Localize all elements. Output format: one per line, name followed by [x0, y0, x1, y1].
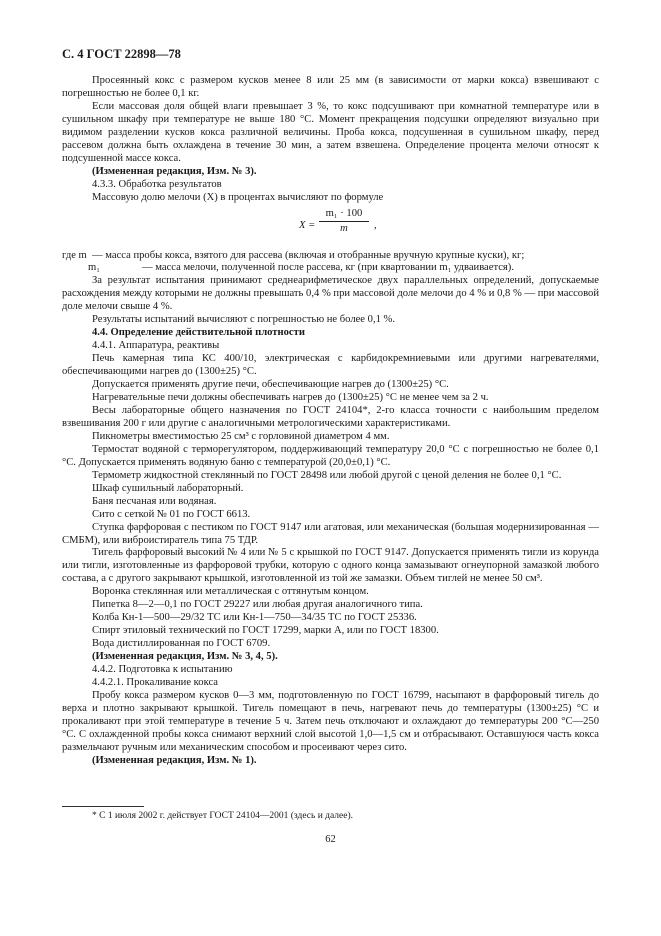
paragraph: Массовую долю мелочи (X) в процентах вычисляют по формуле — [92, 191, 384, 203]
bold-paragraph: (Измененная редакция, Изм. № 1). — [92, 754, 257, 766]
paragraph: Воронка стеклянная или металлическая с оттянутым концом. — [92, 586, 369, 598]
paragraph: Пробу кокса размером кусков 0—3 мм, подготовленную по ГОСТ 16799, насыпают в фарфоровый тигель до верха и плотно закрывают крышкой. Тигель помещают в печь, нагревают печь до температуры (1300±25) °С и прокаливают при этой температуре в течение 5 ч. Затем печь отключают и охлаждают до температуры 200 °С—250 °С. С охлажденной пробы кокса снимают верхний слой высотой 1,0—1,5 см и отбрасывают. Оставшуюся часть кокса размельчают ручным или механическим способом и просеивают через сито. — [62, 689, 599, 753]
where-definition: — масса мелочи, полученной после рассева, кг (при квартовании m₁ удваивается). — [142, 262, 514, 274]
paragraph: Результаты испытаний вычисляют с погрешностью не более 0,1 %. — [92, 314, 396, 326]
paragraph: Шкаф сушильный лабораторный. — [92, 482, 244, 494]
where-symbol: где m — [62, 249, 87, 261]
paragraph: 4.4.1. Аппаратура, реактивы — [92, 340, 220, 352]
page-number: 62 — [325, 834, 336, 845]
paragraph: Печь камерная типа КС 400/10, электрическая с карбидокремниевыми или другими нагревателями, обеспечивающими нагрев до (1300±25) °С. — [62, 353, 599, 378]
paragraph: Спирт этиловый технический по ГОСТ 17299, марки А, или по ГОСТ 18300. — [92, 625, 439, 637]
paragraph: Пипетка 8—2—0,1 по ГОСТ 29227 или любая другая аналогичного типа. — [92, 599, 423, 611]
paragraph: Баня песчаная или водяная. — [92, 495, 217, 507]
document-body — [62, 75, 599, 768]
bold-paragraph: 4.4. Определение действительной плотности — [92, 327, 305, 339]
paragraph: 4.4.2.1. Прокаливание кокса — [92, 676, 218, 688]
text-block-2 — [62, 275, 599, 767]
paragraph: Сито с сеткой № 01 по ГОСТ 6613. — [92, 508, 251, 520]
bold-paragraph: (Измененная редакция, Изм. № 3). — [92, 165, 257, 177]
formula-tail: , — [374, 219, 377, 231]
paragraph: Ступка фарфоровая с пестиком по ГОСТ 9147 или агатовая, или механическая (большая модернизированная — СМБМ), или виброистиратель типа 75 ТДР. — [62, 521, 599, 546]
paragraph: Тигель фарфоровый высокий № 4 или № 5 с крышкой по ГОСТ 9147. Допускается применять тигли из корунда или тигли, изготовленные из фарфоровой трубки, которую с одного конца замазывают огнеупорной замазкой любого состава, а с другого закрывают крышкой, изготовленной из той же замазки. Объем тиглей не менее 50 см³. — [62, 547, 599, 585]
formula-lhs: X = — [299, 219, 316, 231]
paragraph: Термостат водяной с терморегулятором, поддерживающий температуру 20,0 °С с погрешностью не более 0,1 °С. Допускается применять водяную баню с температурой (20,0±0,1) °С. — [62, 443, 599, 468]
paragraph: За результат испытания принимают среднеарифметическое двух параллельных определений, допускаемые расхождения между которыми не должны превышать 0,4 % при массовой доле мелочи до 4 % и 0,8 % — при массовой доле мелочи свыше 4 %. — [62, 275, 599, 313]
footnote-rule — [62, 806, 144, 807]
paragraph: Нагревательные печи должны обеспечивать нагрев до (1300±25) °С не менее чем за 2 ч. — [92, 392, 489, 404]
footnote: * С 1 июля 2002 г. действует ГОСТ 24104—2001 (здесь и далее). — [92, 811, 354, 821]
formula-fraction — [319, 208, 369, 237]
paragraph: Допускается применять другие печи, обеспечивающие нагрев до (1300±25) °С. — [92, 379, 449, 391]
paragraph: 4.4.2. Подготовка к испытанию — [92, 664, 233, 676]
paragraph: 4.3.3. Обработка результатов — [92, 178, 222, 190]
formula — [62, 208, 599, 246]
where-row — [62, 262, 599, 275]
where-symbol: m₁ — [88, 262, 100, 274]
paragraph: Просеянный кокс с размером кусков менее 8 или 25 мм (в зависимости от марки кокса) взвешивают с погрешностью не более 0,1 кг. — [62, 75, 599, 99]
paragraph: Если массовая доля общей влаги превышает 3 %, то кокс подсушивают при комнатной температуре или в сушильном шкафу при температуре не выше 180 °С. Момент прекращения подсушки определяют визуально при видимом разделении кусков кокса различной величины. Проба кокса, подсушенная в сушильном шкафу, перед рассевом должна быть охлаждена в течение 30 мин, а затем взвешена. Определение процента мелочи относят к подсушенной массе кокса. — [62, 100, 599, 164]
text-block-1 — [62, 75, 599, 205]
formula-numerator: m₁ · 100 — [319, 208, 369, 223]
paragraph: Весы лабораторные общего назначения по ГОСТ 24104*, 2-го класса точности с наибольшим пределом взвешивания 200 г или другие с аналогичными метрологическими характеристиками. — [62, 404, 599, 429]
where-row — [62, 250, 599, 263]
formula-denominator: m — [340, 223, 348, 235]
paragraph: Вода дистиллированная по ГОСТ 6709. — [92, 638, 271, 650]
bold-paragraph: (Измененная редакция, Изм. № 3, 4, 5). — [92, 651, 278, 663]
paragraph: Термометр жидкостной стеклянный по ГОСТ 28498 или любой другой с ценой деления не более 0,1 °С. — [92, 469, 562, 481]
formula-explanation — [62, 250, 599, 276]
paragraph: Колба Кн-1—500—29/32 ТС или Кн-1—750—34/35 ТС по ГОСТ 25336. — [92, 612, 417, 624]
page-header: С. 4 ГОСТ 22898—78 — [62, 47, 181, 61]
where-definition: — масса пробы кокса, взятого для рассева (включая и отобранные вручную крупные куски), кг; — [92, 249, 525, 261]
paragraph: Пикнометры вместимостью 25 см³ с горловиной диаметром 4 мм. — [92, 430, 390, 442]
